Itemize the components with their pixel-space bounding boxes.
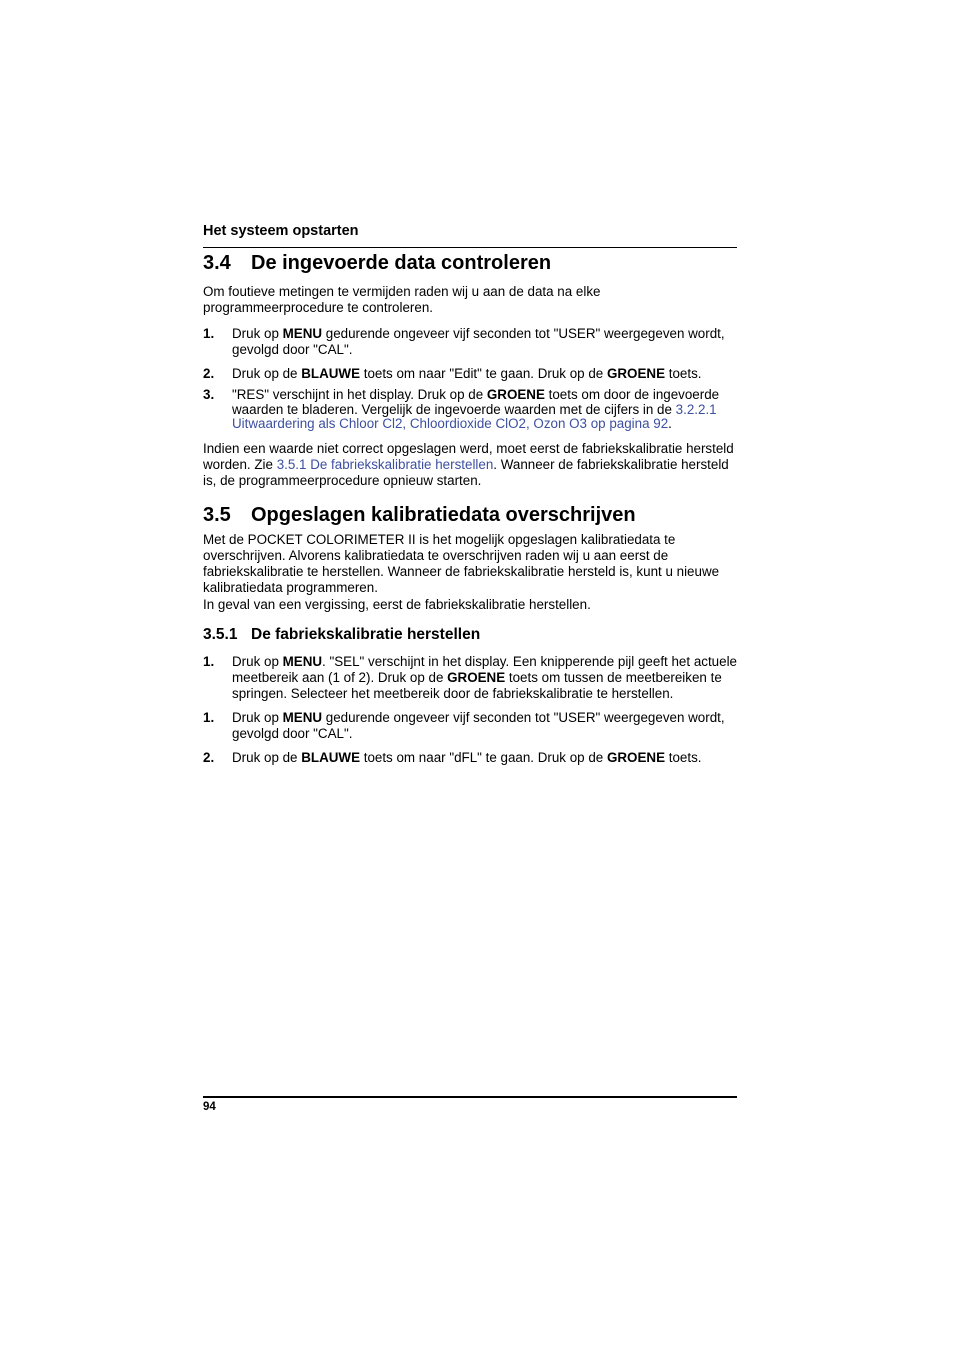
key-label: GROENE <box>447 669 506 685</box>
list-item <box>203 710 737 742</box>
cross-reference-link[interactable]: 3.2.2.1 Uitwaardering als Chloor Cl2, Chloordioxide ClO2, Ozon O3 op pagina 92 <box>232 401 717 431</box>
step-number: 2. <box>203 749 215 765</box>
key-label: BLAUWE <box>301 749 360 765</box>
section-paragraph: In geval van een vergissing, eerst de fabriekskalibratie herstellen. <box>203 596 591 612</box>
key-label: GROENE <box>606 749 666 765</box>
text-run: gedurende ongeveer vijf seconden tot "USER" weergegeven wordt, gevolgd door "CAL". <box>232 326 725 357</box>
page-content <box>203 250 737 766</box>
step-text <box>232 654 737 702</box>
text-run: toets om naar "Edit" te gaan. Druk op de <box>360 366 607 381</box>
key-label: BLAUWE <box>301 366 360 381</box>
subsection-heading-3-5-1 <box>203 625 737 644</box>
running-header: Het systeem opstarten <box>203 223 359 239</box>
text-run: Druk op <box>232 709 283 725</box>
list-item <box>203 326 737 358</box>
key-label: MENU <box>282 653 323 669</box>
step-text <box>232 750 737 766</box>
section-number: 3.4 <box>203 252 231 274</box>
step-number: 1. <box>203 653 215 669</box>
footer-rule <box>203 1096 737 1098</box>
page-number: 94 <box>203 1101 216 1113</box>
subsection-title: De fabriekskalibratie herstellen <box>251 625 481 643</box>
text-run: Druk op <box>232 653 283 669</box>
section-heading-3-5 <box>203 503 737 527</box>
text-run: toets om tussen de meetbereiken te springen. Selecteer het meetbereik door de fabriekskalibratie te herstellen. <box>232 669 722 701</box>
step-text <box>232 326 737 358</box>
key-label: MENU <box>282 709 323 725</box>
step-text <box>232 710 737 742</box>
step-number: 3. <box>203 387 215 402</box>
list-item <box>203 388 737 432</box>
step-text <box>232 366 737 382</box>
list-item <box>203 366 737 382</box>
list-item <box>203 750 737 766</box>
text-run: Indien een waarde niet correct opgeslagen werd, moet eerst de fabriekskalibratie hersteld worden. Zie <box>203 440 734 472</box>
key-label: MENU <box>282 326 323 341</box>
text-run: Druk op de <box>232 749 302 765</box>
steps-list-3-4 <box>203 326 737 432</box>
note-paragraph <box>203 441 737 489</box>
key-label: GROENE <box>486 387 545 402</box>
section-heading-3-4 <box>203 251 737 275</box>
section-number: 3.5 <box>203 503 231 526</box>
cross-reference-link[interactable]: 3.5.1 De fabriekskalibratie herstellen <box>276 456 494 472</box>
section-intro: Om foutieve metingen te vermijden raden wij u aan de data na elke programmeerprocedure te controleren. <box>203 284 601 315</box>
text-run: . Wanneer de fabriekskalibratie hersteld is, de programmeerprocedure opnieuw starten. <box>203 456 729 488</box>
text-run: "RES" verschijnt in het display. Druk op de <box>232 387 487 402</box>
text-run: Druk op de <box>232 366 302 381</box>
section-title: De ingevoerde data controleren <box>251 252 552 274</box>
subsection-number: 3.5.1 <box>203 625 238 643</box>
header-rule <box>203 247 737 248</box>
text-run: toets. <box>665 366 702 381</box>
section-title: Opgeslagen kalibratiedata overschrijven <box>251 503 636 526</box>
text-run: toets om naar "dFL" te gaan. Druk op de <box>360 749 607 765</box>
text-run: toets. <box>665 749 702 765</box>
steps-list-3-5-1 <box>203 654 737 766</box>
text-run: toets om door de ingevoerde waarden te bladeren. Vergelijk de ingevoerde waarden met de cijfers in de <box>232 387 720 417</box>
text-run: . "SEL" verschijnt in het display. Een knipperende pijl geeft het actuele meetbereik aan (1 of 2). Druk op de <box>232 653 737 685</box>
key-label: GROENE <box>606 366 666 381</box>
list-item <box>203 654 737 702</box>
text-run: Druk op <box>232 326 283 341</box>
section-paragraph: Met de POCKET COLORIMETER II is het mogelijk opgeslagen kalibratiedata te overschrijven. Alvorens kalibratiedata te overschrijven raden wij u aan eerst de fabriekskalibratie te herstellen. Wanneer de fabriekskalibratie hersteld is, kunt u nieuwe kalibratiedata programmeren. <box>203 531 720 595</box>
step-text <box>232 388 737 432</box>
step-number: 1. <box>203 709 215 725</box>
step-number: 2. <box>203 366 215 381</box>
step-number: 1. <box>203 326 215 341</box>
text-run: . <box>668 416 672 431</box>
text-run: gedurende ongeveer vijf seconden tot "USER" weergegeven wordt, gevolgd door "CAL". <box>232 709 725 741</box>
